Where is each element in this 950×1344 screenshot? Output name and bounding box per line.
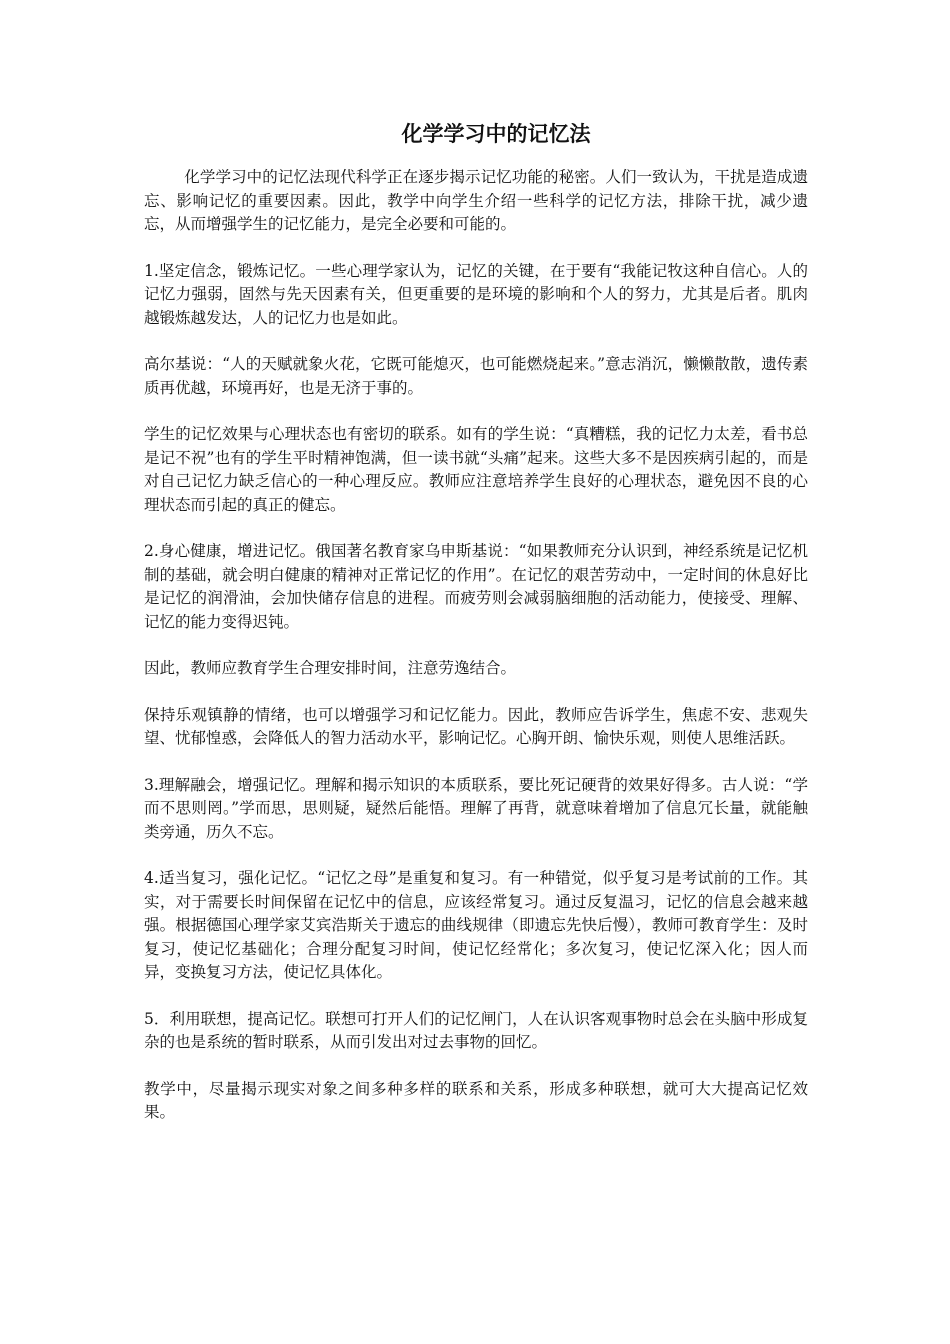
document-title: 化学学习中的记忆法 [401, 121, 591, 146]
paragraph-1: 1.坚定信念，锻炼记忆。一些心理学家认为，记忆的关键，在于要有“我能记牧这种自信心。人的记忆力强弱，固然与先天因素有关，但更重要的是环境的影响和个人的努力，尤其是后者。肌肉越锻炼越发达，人的记忆力也是如此。 [144, 261, 808, 327]
paragraph-5: 因此，教师应教育学生合理安排时间，注意劳逸结合。 [144, 659, 517, 677]
document-page [144, 120, 808, 1148]
paragraph-7: 3.理解融会，增强记忆。理解和揭示知识的本质联系，要比死记硬背的效果好得多。古人说：“学而不思则罔。”学而思，思则疑，疑然后能悟。理解了再背，就意味着增加了信息冗长量，就能触类旁通，历久不忘。 [144, 775, 808, 841]
paragraph-3: 学生的记忆效果与心理状态也有密切的联系。如有的学生说：“真糟糕，我的记忆力太差，看书总是记不祝”也有的学生平时精神饱满，但一读书就“头痛”起来。这些大多不是因疾病引起的，而是对自己记忆力缺乏信心的一种心理反应。教师应注意培养学生良好的心理状态，避免因不良的心理状态而引起的真正的健忘。 [144, 425, 808, 514]
paragraph-8: 4.适当复习，强化记忆。“记忆之母”是重复和复习。有一种错觉，似乎复习是考试前的工作。其实，对于需要长时间保留在记忆中的信息，应该经常复习。通过反复温习，记忆的信息会越来越强。根据德国心理学家艾宾浩斯关于遗忘的曲线规律（即遗忘先快后慢），教师可教育学生：及时复习，使记忆基础化；合理分配复习时间，使记忆经常化；多次复习，使记忆深入化；因人而异，变换复习方法，使记忆具体化。 [144, 869, 808, 981]
paragraph-6: 保持乐观镇静的情绪，也可以增强学习和记忆能力。因此，教师应告诉学生，焦虑不安、悲观失望、忧郁惶惑，会降低人的智力活动水平，影响记忆。心胸开朗、愉快乐观，则使人思维活跃。 [144, 705, 808, 747]
paragraph-9: 5．利用联想，提高记忆。联想可打开人们的记忆闸门，人在认识客观事物时总会在头脑中形成复杂的也是系统的暂时联系，从而引发出对过去事物的回忆。 [144, 1009, 808, 1051]
paragraph-10: 教学中，尽量揭示现实对象之间多种多样的联系和关系，形成多种联想，就可大大提高记忆效果。 [144, 1079, 808, 1121]
paragraph-intro: 化学学习中的记忆法现代科学正在逐步揭示记忆功能的秘密。人们一致认为，干扰是造成遗忘、影响记忆的重要因素。因此，教学中向学生介绍一些科学的记忆方法，排除干扰，减少遗忘，从而增强学生的记忆能力，是完全必要和可能的。 [144, 168, 808, 233]
paragraph-2: 高尔基说：“人的天赋就象火花，它既可能熄灭，也可能燃烧起来。”意志消沉，懒懒散散，遗传素质再优越，环境再好，也是无济于事的。 [144, 355, 808, 397]
paragraph-4: 2.身心健康，增进记忆。俄国著名教育家乌申斯基说：“如果教师充分认识到，神经系统是记忆机制的基础，就会明白健康的精神对正常记忆的作用”。在记忆的艰苦劳动中，一定时间的休息好比是记忆的润滑油，会加快储存信息的进程。而疲劳则会减弱脑细胞的活动能力，使接受、理解、记忆的能力变得迟钝。 [144, 542, 808, 631]
